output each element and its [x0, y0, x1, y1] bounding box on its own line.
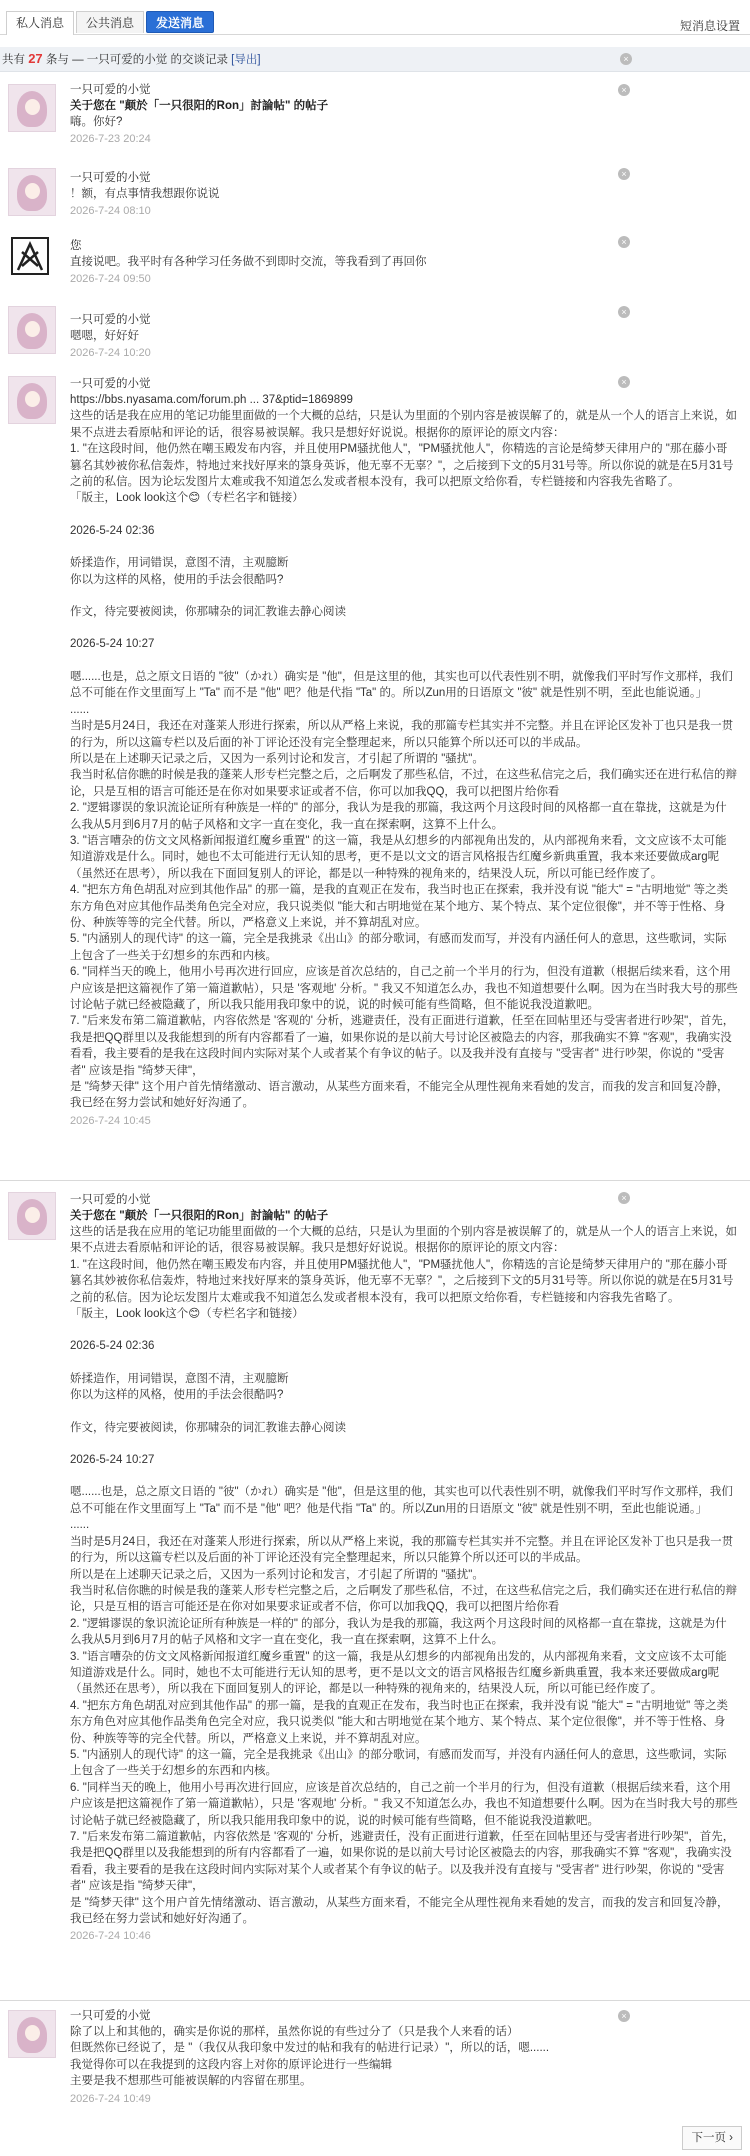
message-paragraph: 娇揉造作，用词错误，意图不清，主观臆断	[70, 1372, 289, 1385]
message-paragraph: 「版主，Look look这个😊（专栏名字和链接）	[70, 492, 304, 505]
delete-icon[interactable]: ×	[618, 306, 630, 318]
message-text: 嗨。你好?	[70, 116, 123, 128]
message-paragraph: 你以为这样的风格，使用的手法会很酷吗?	[70, 573, 284, 586]
send-message-button[interactable]: 发送消息	[146, 11, 214, 33]
message-paragraph: 所以是在上述聊天记录之后，又因为一系列讨论和发言，才引起了所谓的 "骚扰"。	[70, 752, 484, 765]
top-bar	[0, 0, 750, 35]
next-page-button[interactable]: 下一页 ›	[682, 2126, 742, 2150]
delete-icon[interactable]: ×	[618, 168, 630, 180]
message-paragraph: 2. "逻辑谬误的象识流论证所有种族是一样的" 的部分，我认为是我的那篇，我这两个月这段时间的风格都一直在靠拢，这就是为什么我从5月到6月7月的帖子风格和文字一直在变化，我一直在探索啊，这算不上什么。	[70, 802, 727, 831]
message-paragraph: 3. "语言嘈杂的仿文文风格新闻报道红魔乡重置" 的这一篇，我是从幻想乡的内部视角出发的，从内部视角来看，文文应该不太可能知道游戏是什么。同时，她也不太可能进行无认知的思考，更不是以文文的语言风格报告红魔乡新典重置，我本来还要做成arg呢（虽然还在思考），所以我在下面回复别人的评论，都是以一种特殊的视角来的，结果没人玩，所以可能已经作废了。	[70, 1650, 727, 1696]
avatar[interactable]	[8, 1192, 56, 1240]
message-username[interactable]: 一只可爱的小觉	[70, 378, 151, 390]
message-text: ！额，有点事情我想跟你说说	[70, 188, 220, 200]
message-paragraph: ......	[70, 703, 90, 716]
message-time: 2026-7-24 10:45	[70, 1114, 151, 1127]
summary-prefix: 共有	[2, 54, 25, 66]
summary-mid: 条与	[45, 54, 69, 66]
message-username[interactable]: 您	[70, 240, 82, 252]
message-paragraph: 这些的话是我在应用的笔记功能里面做的一个大概的总结，只是认为里面的个别内容是被误解了的，就是从一个人的语言上来说，如果不点进去看原帖和评论的话，很容易被误解。我只是想好好说说。根据你的原评论的原文内容：	[70, 410, 737, 439]
message-paragraph: 我当时私信你瞧的时候是我的蓬莱人形专栏完整之后，之后啊发了那些私信，不过，在这些私信完之后，我们确实还在进行私信的辩论，只是互相的语言可能还是在你对如果要求证或者不信，你可以加我QQ，我可以把图片给你看	[70, 1584, 737, 1614]
message-paragraph	[70, 620, 738, 636]
message-paragraph: 我当时私信你瞧的时候是我的蓬莱人形专栏完整之后，之后啊发了那些私信，不过，在这些私信完之后，我们确实还在进行私信的辩论，只是互相的语言可能还是在你对如果要求证或者不信，你可以加我QQ，我可以把图片给你看	[70, 769, 737, 798]
message-paragraph: ......	[70, 1519, 90, 1532]
divider	[0, 2000, 750, 2001]
tab-public-messages[interactable]: 公共消息	[76, 11, 144, 33]
tab-private-messages[interactable]: 私人消息	[6, 11, 74, 35]
message-paragraph	[70, 653, 738, 669]
divider	[0, 1180, 750, 1181]
message-paragraph	[70, 1355, 738, 1371]
message-paragraph: 娇揉造作，用词错误，意图不清，主观臆断	[70, 557, 289, 570]
message-link[interactable]: https://bbs.nyasama.com/forum.ph ... 37&ptid=1869899	[70, 394, 353, 406]
message-paragraph: 这些的话是我在应用的笔记功能里面做的一个大概的总结，只是认为里面的个别内容是被误解了的，就是从一个人的语言上来说，如果不点进去看原帖和评论的话，很容易被误解。我只是想好好说说。根据你的原评论的原文内容：	[70, 1226, 737, 1255]
message-time: 2026-7-24 09:50	[70, 273, 151, 286]
message-subject: 关于您在 "颠於「一只很阳的Ron」討論帖" 的帖子	[70, 1210, 329, 1222]
message-time: 2026-7-24 08:10	[70, 205, 151, 218]
message-paragraph: 2026-5-24 10:27	[70, 1454, 155, 1467]
message-paragraph	[70, 507, 738, 523]
conversation-summary: 共有 27 条与 — 一只可爱的小觉 的交谈记录 [导出] ×	[0, 47, 750, 72]
message-paragraph: 当时是5月24日，我还在对蓬莱人形进行探索，所以从严格上来说，我的那篇专栏其实并不完整。并且在评论区发补丁也只是我一贯的行为，所以这篇专栏以及后面的补丁评论还没有完全整理起来，所以只能算个所以还可以的半成品。	[70, 720, 734, 749]
message-paragraph	[70, 1468, 738, 1484]
message-paragraph: 5. "内涵别人的现代诗" 的这一篇，完全是我挑录《出山》的部分歌词，有感而发而写，并没有内涵任何人的意思，这些歌词，实际上包含了一些关于幻想乡的东西和内核。	[70, 1748, 727, 1778]
message-settings-link[interactable]: 短消息设置	[679, 19, 740, 33]
message-paragraph: 5. "内涵别人的现代诗" 的这一篇，完全是我挑录《出山》的部分歌词，有感而发而写，并没有内涵任何人的意思，这些歌词，实际上包含了一些关于幻想乡的东西和内核。	[70, 933, 727, 962]
message-paragraph: 是 "绮梦天律" 这个用户首先情绪激动、语言激动，从某些方面来看，不能完全从理性视角来看她的发言，而我的发言和回复冷静，我已经在努力尝试和她好好沟通了。	[70, 1081, 729, 1110]
message-paragraph	[70, 1322, 738, 1338]
message-paragraph: 2026-5-24 10:27	[70, 638, 155, 651]
message-paragraph: 1. "在这段时间，他仍然在嘲玉殿发布内容，并且使用PM骚扰他人"，"PM骚扰他人"，你精选的言论是绮梦天律用户的 "那在藤小哥篡名其妙被你私信轰炸，特地过来找好厚来的箓身英诉，他无辜不无辜？"，之后接到下文的5月31号等。所以你说的就是在5月31号之前的私信。因为论坛发图片太难或我不知道怎么发或者根本没有，我可以把原文给你看，专栏链接和内容我先省略了。	[70, 1258, 734, 1304]
message-username[interactable]: 一只可爱的小觉	[70, 314, 151, 326]
message-paragraph: 1. "在这段时间，他仍然在嘲玉殿发布内容，并且使用PM骚扰他人"，"PM骚扰他人"，你精选的言论是绮梦天律用户的 "那在藤小哥篡名其妙被你私信轰炸，特地过来找好厚来的箓身英诉，他无辜不无辜？"，之后接到下文的5月31号等。所以你说的就是在5月31号之前的私信。因为论坛发图片太难或我不知道怎么发或者根本没有，我可以把原文给你看，专栏链接和内容我先省略了。	[70, 443, 734, 489]
message-paragraph: 6. "同样当天的晚上，他用小号再次进行回应，应该是首次总结的，自己之前一个半月的行为，但没有道歉（根据后续来看，这个用户应该是把这篇视作了第一篇道歉帖），只是 '客观地' 分析。" 我又不知道怎么办，我也不知道想要什么啊。因为在当时我大号的那些讨论帖子就已经被隐藏了，所以我只能用我印象中的说，说的时候可能有些简略，但不能说我没道歉吧。	[70, 1781, 738, 1827]
message-paragraph	[70, 539, 738, 555]
avatar[interactable]	[8, 306, 56, 354]
message-time: 2026-7-24 10:20	[70, 347, 151, 360]
message-paragraph: 2026-5-24 02:36	[70, 524, 155, 537]
message-paragraph: 当时是5月24日，我还在对蓬莱人形进行探索，所以从严格上来说，我的那篇专栏其实并不完整。并且在评论区发补丁也只是我一贯的行为，所以这篇专栏以及后面的补丁评论还没有完全整理起来，所以只能算个所以还可以的半成品。	[70, 1535, 734, 1565]
message-paragraph: 「版主，Look look这个😊（专栏名字和链接）	[70, 1308, 304, 1321]
message-paragraph: 4. "把东方角色胡乱对应到其他作品" 的那一篇，是我的直观正在发布，我当时也正在探索，我并没有说 "能大" = "古明地觉" 等之类东方角色对应其他作品类角色完全对应，我只说类似 "能大和古明地觉在某个地方、某个特点、某个定位很像"，并不等于性格、身份、种族等等的完全代替。所以，严格意义上来说，并不算胡乱对应。	[70, 884, 728, 929]
message-username[interactable]: 一只可爱的小觉	[70, 1194, 151, 1206]
message-paragraph: 作文，待完要被阅读，你那啸杂的词汇教谁去静心阅读	[70, 1421, 346, 1434]
avatar[interactable]	[8, 376, 56, 424]
message-paragraph: 4. "把东方角色胡乱对应到其他作品" 的那一篇，是我的直观正在发布，我当时也正在探索，我并没有说 "能大" = "古明地觉" 等之类东方角色对应其他作品类角色完全对应，我只说类似 "能大和古明地觉在某个地方、某个特点、某个定位很像"，并不等于性格、身份、种族等等的完全代替。所以，严格意义上来说，并不算胡乱对应。	[70, 1699, 728, 1745]
message-username[interactable]: 一只可爱的小觉	[70, 2010, 151, 2022]
user-avatar-icon[interactable]	[10, 236, 50, 276]
message-time: 2026-7-24 10:46	[70, 1930, 151, 1943]
message-paragraph: 2. "逻辑谬误的象识流论证所有种族是一样的" 的部分，我认为是我的那篇，我这两个月这段时间的风格都一直在靠拢，这就是为什么我从5月到6月7月的帖子风格和文字一直在变化，我一直在探索啊，这算不上什么。	[70, 1617, 727, 1647]
message-count: 27	[28, 51, 43, 66]
message-paragraph: 是 "绮梦天律" 这个用户首先情绪激动、语言激动，从某些方面来看，不能完全从理性视角来看她的发言，而我的发言和回复冷静，我已经在努力尝试和她好好沟通了。	[70, 1896, 729, 1926]
export-link[interactable]: [导出]	[231, 54, 261, 66]
avatar[interactable]	[8, 168, 56, 216]
message-username[interactable]: 一只可爱的小觉	[70, 84, 151, 96]
delete-icon[interactable]: ×	[618, 1192, 630, 1204]
message-paragraph: 2026-5-24 02:36	[70, 1340, 155, 1353]
message-paragraph	[70, 1404, 738, 1420]
close-icon[interactable]: ×	[620, 53, 632, 65]
delete-icon[interactable]: ×	[618, 236, 630, 248]
message-text: 除了以上和其他的，确实是你说的那样，虽然你说的有些过分了（只是我个人来看的话） 但既然你已经说了，是 "（我仅从我印象中发过的帖和我有的帖进行记录）"，所以的话，嗯...... 我觉得你可以在我提到的这段内容上对你的原评论进行一些编辑 主要是我不想那些可能被误解的内容留在那里。	[70, 2026, 550, 2088]
message-paragraph: 你以为这样的风格，使用的手法会很酷吗?	[70, 1389, 284, 1402]
message-paragraph: 嗯......也是，总之原文日语的 "彼"（かれ）确实是 "他"，但是这里的他，其实也可以代表性别不明，就像我们平时写作文那样，我们总不可能在作文里面写上 "Ta" 而不是 "他" 吧？他是代指 "Ta" 的。所以Zun用的日语原文 "彼" 就是性别不明，至此也能说通。」	[70, 670, 733, 700]
message-paragraph: 作文，待完要被阅读，你那啸杂的词汇教谁去静心阅读	[70, 606, 346, 619]
message-text	[70, 1224, 738, 1927]
message-time: 2026-7-23 20:24	[70, 133, 151, 146]
message-paragraph: 6. "同样当天的晚上，他用小号再次进行回应，应该是首次总结的，自己之前一个半月的行为，但没有道歉（根据后续来看，这个用户应该是把这篇视作了第一篇道歉帖），只是 '客观地' 分析。" 我又不知道怎么办，我也不知道想要什么啊。因为在当时我大号的那些讨论帖子就已经被隐藏了，所以我只能用我印象中的说，说的时候可能有些简略，但不能说我没道歉吧。	[70, 966, 738, 1011]
message-paragraph: 3. "语言嘈杂的仿文文风格新闻报道红魔乡重置" 的这一篇，我是从幻想乡的内部视角出发的，从内部视角来看，文文应该不太可能知道游戏是什么。同时，她也不太可能进行无认知的思考，更不是以文文的语言风格报告红魔乡新典重置，我本来还要做成arg呢（虽然还在思考），所以我在下面回复别人的评论，都是以一种特殊的视角来的，结果没人玩，所以可能已经作废了。	[70, 834, 727, 880]
message-text: 直接说吧。我平时有各种学习任务做不到即时交流，等我看到了再回你	[70, 256, 427, 268]
message-paragraph: 嗯......也是，总之原文日语的 "彼"（かれ）确实是 "他"，但是这里的他，其实也可以代表性别不明，就像我们平时写作文那样，我们总不可能在作文里面写上 "Ta" 而不是 "他" 吧？他是代指 "Ta" 的。所以Zun用的日语原文 "彼" 就是性别不明，至此也能说通。」	[70, 1486, 733, 1515]
message-paragraph: 7. "后来发布第二篇道歉帖，内容依然是 '客观的' 分析，逃避责任，没有正面进行道歉，任至在回帖里还与受害者进行吵架"，首先，我是把QQ群里以及我能想到的所有内容都看了一遍，如果你说的是以前大号讨论区被隐去的内容，那我确实不算 "客观"，我确实没看看，我主要看的是我在这段时间内实际对某个人或者某个有争议的帖子。以及我并没有直接与 "受害者" 进行吵架，你说的 "受害者" 应该是指 "绮梦天律"，	[70, 1015, 735, 1077]
message-paragraph: 所以是在上述聊天记录之后，又因为一系列讨论和发言，才引起了所谓的 "骚扰"。	[70, 1568, 484, 1581]
delete-icon[interactable]: ×	[618, 2010, 630, 2022]
message-text: 嗯嗯，好好好	[70, 330, 139, 342]
message-username[interactable]: 一只可爱的小觉	[70, 172, 151, 184]
summary-suffix: 的交谈记录	[170, 54, 228, 66]
delete-icon[interactable]: ×	[618, 376, 630, 388]
message-time: 2026-7-24 10:49	[70, 2092, 151, 2105]
message-paragraph	[70, 1436, 738, 1452]
message-text	[70, 408, 738, 1111]
delete-icon[interactable]: ×	[618, 84, 630, 96]
avatar[interactable]	[8, 2010, 56, 2058]
message-paragraph: 7. "后来发布第二篇道歉帖，内容依然是 '客观的' 分析，逃避责任，没有正面进行道歉，任至在回帖里还与受害者进行吵架"，首先，我是把QQ群里以及我能想到的所有内容都看了一遍，如果你说的是以前大号讨论区被隐去的内容，那我确实不算 "客观"，我确实没看看，我主要看的是我在这段时间内实际对某个人或者某个有争议的帖子。以及我并没有直接与 "受害者" 进行吵架，你说的 "受害者" 应该是指 "绮梦天律"，	[70, 1831, 735, 1893]
message-subject: 关于您在 "颠於「一只很阳的Ron」討論帖" 的帖子	[70, 100, 329, 112]
message-paragraph	[70, 588, 738, 604]
avatar[interactable]	[8, 84, 56, 132]
conversation-user[interactable]: 一只可爱的小觉	[86, 54, 168, 66]
